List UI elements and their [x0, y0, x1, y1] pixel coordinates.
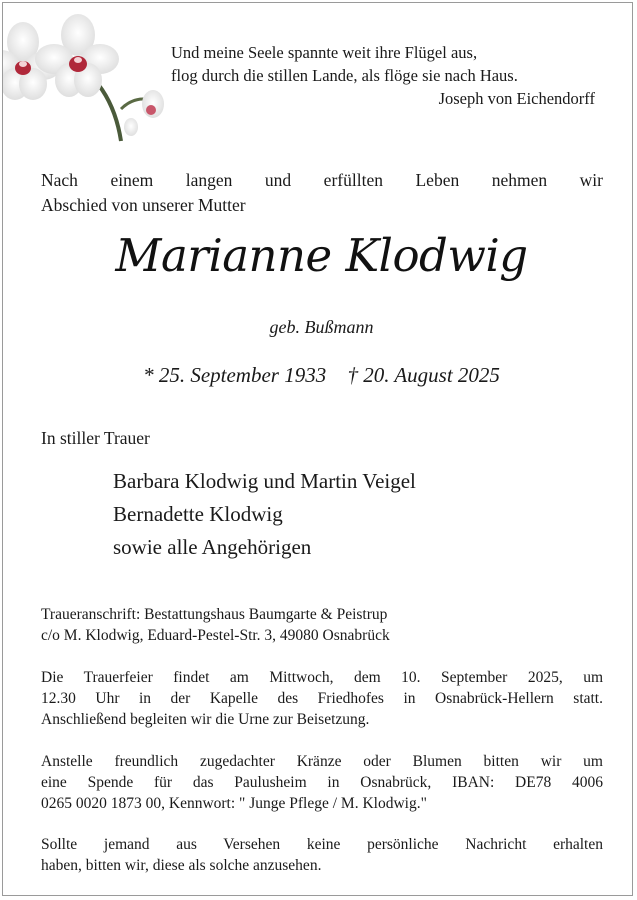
- death-date: † 20. August 2025: [347, 363, 500, 387]
- life-dates: [3, 363, 637, 388]
- donation-line: 0265 0020 1873 00, Kennwort: " Junge Pflege / M. Klodwig.": [41, 795, 427, 812]
- mourning-label: In stiller Trauer: [41, 428, 150, 448]
- orchid-icon: [3, 9, 178, 144]
- donation-info: [41, 751, 603, 814]
- mourner-entry: Bernadette Klodwig: [113, 502, 283, 526]
- poem-line: Und meine Seele spannte weit ihre Flügel aus,: [171, 43, 478, 62]
- ceremony-line: 12.30 Uhr in der Kapelle des Friedhofes in Osnabrück-Hellern statt.: [41, 690, 603, 707]
- poem-line: flog durch die stillen Lande, als flöge sie nach Haus.: [171, 66, 518, 85]
- address-line: Traueranschrift: Bestattungshaus Baumgarte & Peistrup: [41, 606, 388, 623]
- mourners-list: [113, 465, 416, 564]
- intro-line: Nach einem langen und erfüllten Leben nehmen wir: [41, 170, 603, 190]
- poem-author: Joseph von Eichendorff: [438, 89, 595, 108]
- ceremony-line: Die Trauerfeier findet am Mittwoch, dem 10. September 2025, um: [41, 669, 603, 686]
- birth-date: * 25. September 1933: [143, 363, 327, 387]
- mourner-entry: sowie alle Angehörigen: [113, 535, 312, 559]
- notice-info: [41, 834, 603, 876]
- ceremony-info: [41, 667, 603, 730]
- donation-line: eine Spende für das Paulusheim in Osnabrück, IBAN: DE78 4006: [41, 774, 603, 791]
- donation-line: Anstelle freundlich zugedachter Kränze oder Blumen bitten wir um: [41, 753, 603, 770]
- intro-text: [41, 168, 603, 218]
- poem-quote: [171, 41, 601, 110]
- ceremony-line: Anschließend begleiten wir die Urne zur Beisetzung.: [41, 711, 370, 728]
- mourning-address: [41, 604, 603, 646]
- obituary-frame: [2, 2, 633, 896]
- notice-line: haben, bitten wir, diese als solche anzusehen.: [41, 857, 322, 874]
- notice-line: Sollte jemand aus Versehen keine persönliche Nachricht erhalten: [41, 836, 603, 853]
- mourner-entry: Barbara Klodwig und Martin Veigel: [113, 469, 416, 493]
- intro-line: Abschied von unserer Mutter: [41, 195, 246, 215]
- address-line: c/o M. Klodwig, Eduard-Pestel-Str. 3, 49080 Osnabrück: [41, 627, 390, 644]
- birth-name: geb. Bußmann: [269, 317, 374, 337]
- deceased-name: Marianne Klodwig: [115, 229, 528, 282]
